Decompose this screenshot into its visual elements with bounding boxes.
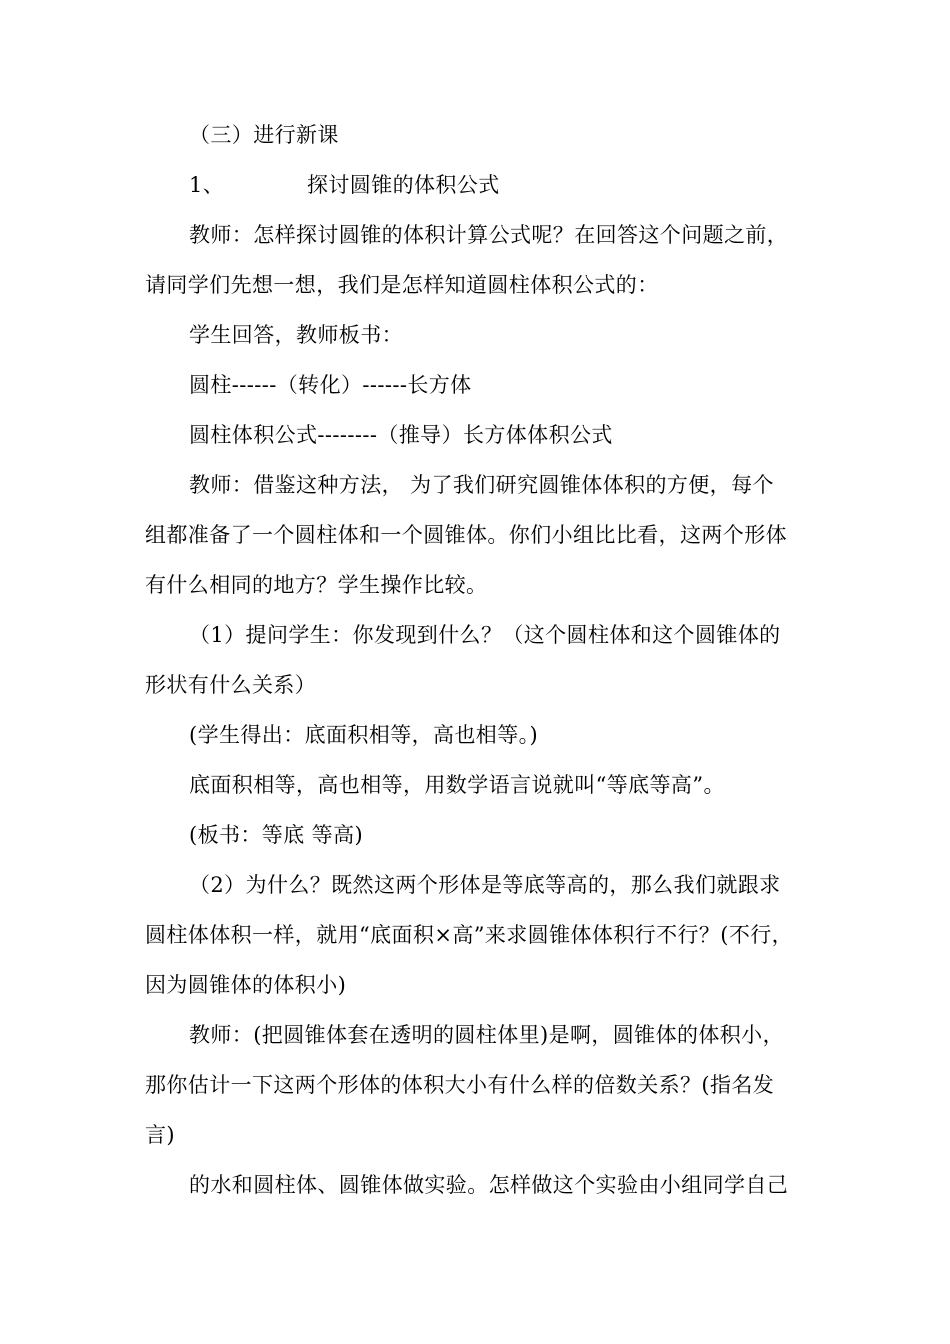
item-number: 1、 [189, 173, 225, 197]
paragraph-line: 请同学们先想一想，我们是怎样知道圆柱体积公式的： [145, 273, 659, 297]
item-heading [189, 171, 500, 199]
paragraph-line: 教师：(把圆锥体套在透明的圆柱体里)是啊，圆锥体的体积小， [189, 1023, 784, 1047]
paragraph-line: 底面积相等，高也相等，用数学语言说就叫“等底等高”。 [189, 773, 725, 797]
paragraph-line: 组都准备了一个圆柱体和一个圆锥体。你们小组比比看，这两个形体 [145, 523, 787, 547]
paragraph-line: 圆柱体积公式--------（推导）长方体体积公式 [189, 423, 613, 447]
paragraph-line: 教师：借鉴这种方法， 为了我们研究圆锥体体积的方便，每个 [189, 473, 774, 497]
paragraph-line: 那你估计一下这两个形体的体积大小有什么样的倍数关系？(指名发 [145, 1073, 775, 1097]
paragraph-line: (板书：等底 等高) [189, 823, 364, 847]
paragraph-line: 的水和圆柱体、圆锥体做实验。怎样做这个实验由小组同学自己 [189, 1173, 789, 1197]
item-title: 探讨圆锥的体积公式 [307, 173, 500, 197]
paragraph-line: 有什么相同的地方？学生操作比较。 [145, 573, 488, 597]
paragraph-line: 圆柱体体积一样，就用“底面积×高”来求圆锥体体积行不行？(不行， [145, 923, 794, 947]
paragraph-line: 言) [145, 1123, 175, 1147]
paragraph-line: 因为圆锥体的体积小) [145, 973, 347, 997]
paragraph-line: 形状有什么关系） [145, 673, 317, 697]
paragraph-line: (学生得出：底面积相等，高也相等。) [189, 723, 539, 747]
paragraph-line: （1）提问学生：你发现到什么？（这个圆柱体和这个圆锥体的 [189, 623, 781, 647]
paragraph-line: （2）为什么？既然这两个形体是等底等高的，那么我们就跟求 [189, 873, 781, 897]
paragraph-line: 学生回答，教师板书： [189, 323, 403, 347]
paragraph-line: 圆柱------（转化）------长方体 [189, 373, 472, 397]
section-heading: （三）进行新课 [189, 123, 339, 147]
paragraph-line: 教师：怎样探讨圆锥的体积计算公式呢？在回答这个问题之前， [189, 223, 789, 247]
